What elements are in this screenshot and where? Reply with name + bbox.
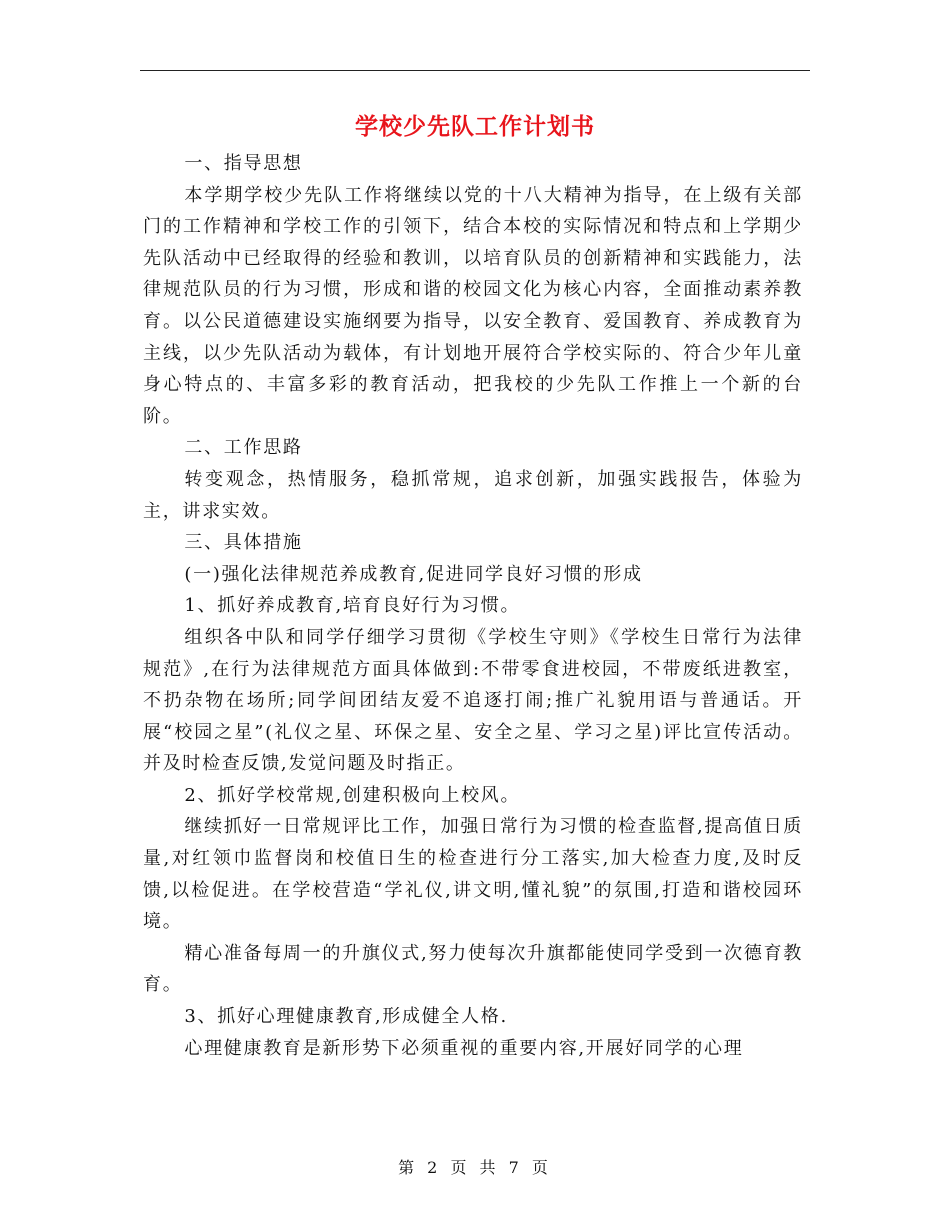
- heading-specific-measures: 三、具体措施: [184, 532, 303, 554]
- subheading: 2、抓好学校常规,创建积极向上校风。: [184, 784, 521, 806]
- header-rule: [140, 70, 810, 71]
- document-body: [143, 148, 803, 1064]
- paragraph: 心理健康教育是新形势下必须重视的重要内容,开展好同学的心理: [184, 1037, 744, 1059]
- subheading: 3、抓好心理健康教育,形成健全人格.: [184, 1006, 508, 1028]
- document-title: 学校少先队工作计划书: [355, 114, 595, 140]
- paragraph: 精心准备每周一的升旗仪式,努力使每次升旗都能使同学受到一次德育教育。: [143, 942, 803, 996]
- heading-guiding-ideology: 一、指导思想: [184, 153, 303, 174]
- paragraph: 继续抓好一日常规评比工作，加强日常行为习惯的检查监督,提高值日质量,对红领巾监督岗和校值日生的检查进行分工落实,加大检查力度,及时反馈,以检促进。在学校营造“学礼仪,讲文明,懂礼貌”的氛围,打造和谐校园环境。: [143, 816, 803, 933]
- page-footer: 第 2 页 共 7 页: [398, 1158, 552, 1177]
- paragraph: 组织各中队和同学仔细学习贯彻《学校生守则》《学校生日常行为法律规范》,在行为法律规范方面具体做到:不带零食进校园，不带废纸进教室，不扔杂物在场所;同学间团结友爱不追逐打闹;推广礼貌用语与普通话。开展“校园之星”(礼仪之星、环保之星、安全之星、学习之星)评比宣传活动。并及时检查反馈,发觉问题及时指正。: [143, 626, 803, 775]
- paragraph: 转变观念，热情服务，稳抓常规，追求创新，加强实践报告，体验为主，讲求实效。: [143, 468, 803, 522]
- subheading: (一)强化法律规范养成教育,促进同学良好习惯的形成: [184, 563, 643, 585]
- heading-work-approach: 二、工作思路: [184, 437, 303, 459]
- paragraph: 本学期学校少先队工作将继续以党的十八大精神为指导，在上级有关部门的工作精神和学校工作的引领下，结合本校的实际情况和特点和上学期少先队活动中已经取得的经验和教训，以培育队员的创新精神和实践能力，法律规范队员的行为习惯，形成和谐的校园文化为核心内容，全面推动素养教育。以公民道德建设实施纲要为指导，以安全教育、爱国教育、养成教育为主线，以少先队活动为载体，有计划地开展符合学校实际的、符合少年儿童身心特点的、丰富多彩的教育活动，把我校的少先队工作推上一个新的台阶。: [143, 184, 803, 427]
- subheading: 1、抓好养成教育,培育良好行为习惯。: [184, 595, 521, 617]
